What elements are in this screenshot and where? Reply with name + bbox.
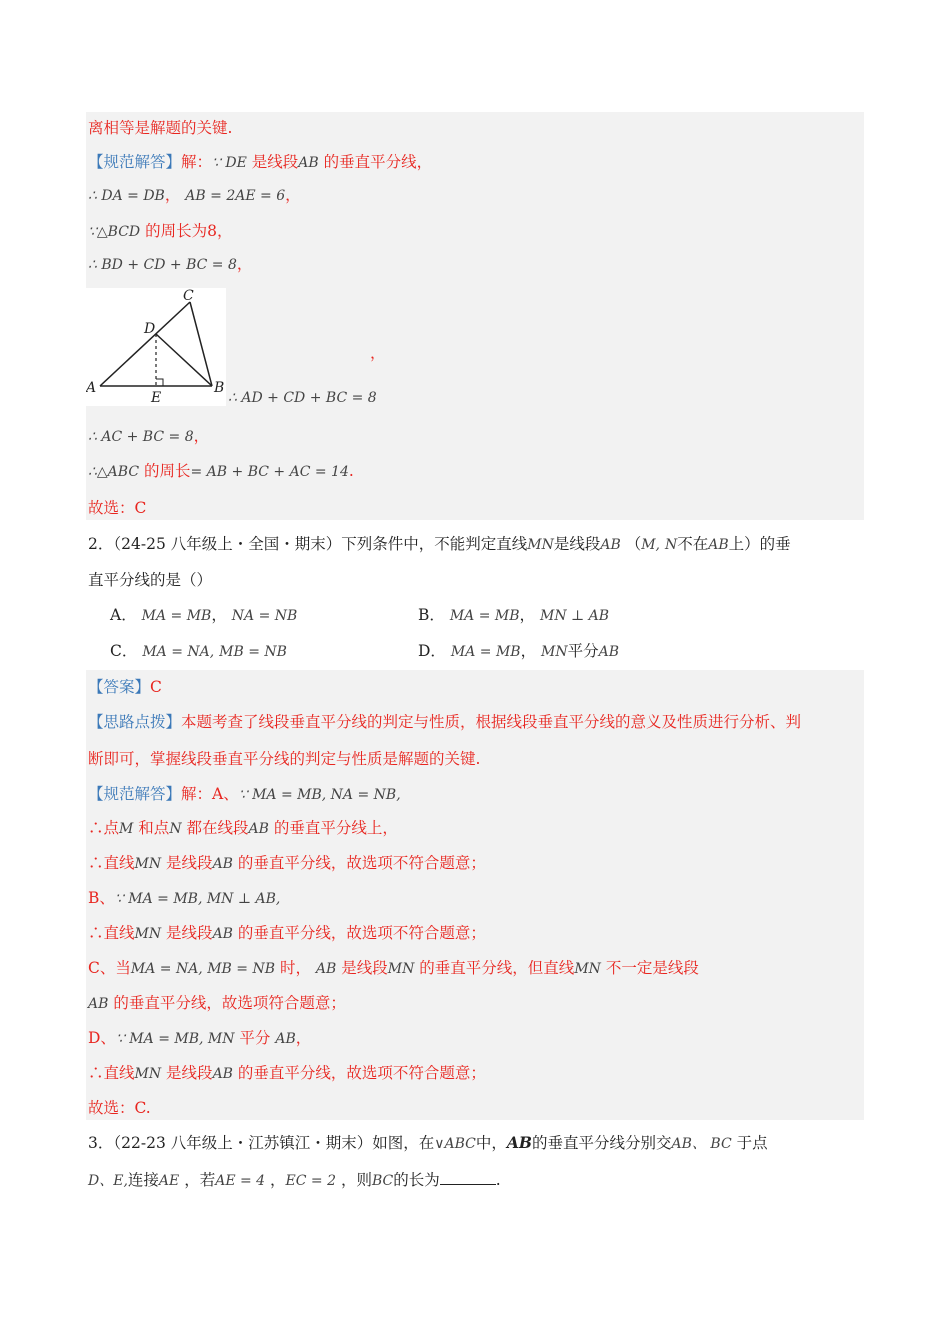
text: ， (211, 606, 227, 624)
right-angle-mark (156, 379, 163, 386)
text: （24-25 八年级上・全国・期末）下列条件中，不能判定直线 (113, 535, 528, 553)
text: 于点 (736, 1134, 768, 1152)
math: AB = 2AE = 6 (185, 188, 286, 204)
solution-line-7 (88, 460, 354, 483)
solution-line-6 (88, 957, 699, 980)
solution-line-6 (88, 425, 209, 448)
math: ∵△BCD (88, 224, 141, 240)
solution-line-1 (88, 151, 432, 174)
hint-line-1 (88, 711, 801, 733)
math: AB (212, 926, 233, 942)
text: 和点 (138, 819, 170, 837)
math: MA = NA, MB = NB (130, 961, 276, 977)
math: MA = MB (449, 608, 520, 624)
question-2-line-2: 直平分线的是（） (88, 571, 213, 589)
edge-AC (100, 302, 190, 386)
text: 不在 (677, 535, 709, 553)
math: M (119, 821, 134, 837)
math: MN (134, 926, 162, 942)
math: ∨ABC (434, 1136, 476, 1152)
text: 的垂直平分线，故选项符合题意； (113, 994, 346, 1012)
text: 的周长 (143, 462, 191, 480)
option-c[interactable] (110, 640, 287, 663)
math: ∵ MA = MB, MN (115, 1031, 235, 1047)
label-D: D (144, 321, 156, 337)
text: ，若 (184, 1171, 216, 1189)
triangle-figure (86, 288, 226, 406)
option-d[interactable] (418, 640, 619, 663)
question-3-line-2 (88, 1169, 501, 1192)
math: AB (600, 537, 621, 553)
text: 的垂直平分线，故选项不符合题意； (237, 854, 486, 872)
math: AE = 4 (215, 1173, 266, 1189)
option-label: C． (110, 642, 138, 660)
solution-line-3 (88, 220, 232, 243)
text: 的垂直平分线，但直线 (419, 959, 575, 977)
math: AE (158, 1173, 180, 1189)
solution-tag: 【规范解答】 (88, 785, 182, 803)
solution-line-8 (88, 1027, 311, 1050)
text: 是线段 (251, 153, 299, 171)
text: ， (285, 186, 301, 204)
math: AB、 BC (671, 1136, 732, 1152)
option-label: B． (418, 606, 445, 624)
figure-comma: ， (370, 344, 386, 362)
math: ∵ DE (212, 155, 247, 171)
text: ， (193, 427, 210, 445)
answer-line (88, 676, 162, 698)
math: AB (275, 1031, 296, 1047)
solution-line-7 (88, 992, 346, 1015)
solution-line-5 (228, 386, 377, 409)
math: AB (212, 856, 233, 872)
math: MA = NA, (142, 644, 215, 660)
text: ， (270, 1171, 286, 1189)
math: EC = 2 (285, 1173, 337, 1189)
solution-line-2 (88, 184, 301, 207)
solution-prefix: 解： (181, 153, 213, 171)
hint-tag: 【思路点拨】 (88, 713, 182, 731)
math: AB (598, 644, 620, 660)
text: 平分 (239, 1029, 271, 1047)
solution-line-4 (88, 253, 252, 276)
math: N (169, 821, 182, 837)
answer-value: C (150, 678, 162, 696)
math: MA = MB (141, 608, 212, 624)
final-answer: 故选：C. (88, 1099, 151, 1117)
math: AB (506, 1133, 533, 1152)
math: ∵ MA = MB, NA = NB, (238, 787, 401, 803)
answer-tag: 【答案】 (88, 678, 151, 696)
answer-blank[interactable] (440, 1170, 496, 1185)
math: NA = NB (231, 608, 298, 624)
math: ∴ AD + CD + BC = 8 (228, 390, 377, 406)
math: ∴ AC + BC = 8 (88, 429, 194, 445)
math: MN (134, 856, 162, 872)
math: MA = MB (450, 644, 521, 660)
option-label: D． (418, 642, 446, 660)
answer-line: 故选：C (88, 499, 147, 517)
text: 的长为 (393, 1171, 440, 1189)
text: 的周长为8， (145, 222, 233, 240)
label-A: A (86, 380, 97, 396)
text: ∴直线 (88, 1064, 135, 1082)
math: N (664, 537, 678, 553)
text: （ (625, 535, 642, 553)
label-E: E (151, 390, 162, 406)
text: 本题考查了线段垂直平分线的判定与性质，根据线段垂直平分线的意义及性质进行分析、判 (181, 713, 802, 731)
solution-line-4 (88, 887, 280, 910)
text: （22-23 八年级上・江苏镇江・期末）如图，在 (113, 1134, 435, 1152)
label-B: B (214, 380, 225, 396)
solution-line-5 (88, 922, 486, 945)
text: ， (164, 186, 181, 204)
math: MB = NB (219, 644, 287, 660)
text: 是线段 (166, 924, 213, 942)
question-number: 3． (88, 1134, 114, 1152)
text: 的垂直平分线分别交 (532, 1134, 672, 1152)
math: MN ⊥ AB (539, 608, 610, 624)
continued-text: 离相等是解题的关键. (88, 119, 233, 137)
text: 平分 (567, 642, 599, 660)
text: 是线段 (341, 959, 388, 977)
math: AB (708, 537, 729, 553)
solution-prefix: 解：A、 (181, 785, 239, 803)
text: ， (520, 642, 537, 660)
math: BC (371, 1173, 394, 1189)
text: 上）的垂 (728, 535, 791, 553)
text: 连接 (127, 1171, 159, 1189)
math: MN (134, 1066, 162, 1082)
text: 中， (475, 1134, 507, 1152)
solution-tag: 【规范解答】 (88, 153, 182, 171)
text: 的垂直平分线， (323, 153, 433, 171)
text: 都在线段 (186, 819, 249, 837)
math: MN (387, 961, 415, 977)
edge-CB (190, 302, 212, 386)
math: AB (212, 1066, 233, 1082)
math: = AB + BC + AC = 14 (190, 464, 349, 480)
text: 时， (279, 959, 311, 977)
hint-line-2: 断即可，掌握线段垂直平分线的判定与性质是解题的关键. (88, 750, 481, 768)
text: 的垂直平分线上， (273, 819, 398, 837)
question-number: 2． (88, 535, 114, 553)
option-label: A． (110, 606, 137, 624)
text: ∴直线 (88, 924, 135, 942)
option-a[interactable] (110, 604, 297, 627)
solution-line-9 (88, 1062, 486, 1085)
text: ， (295, 1029, 312, 1047)
text: . (495, 1171, 501, 1189)
label-C: C (183, 288, 194, 304)
math: MN (574, 961, 601, 977)
math: ∴ DA = DB (88, 188, 165, 204)
text: 的垂直平分线，故选项不符合题意； (237, 1064, 486, 1082)
text: ， (519, 606, 536, 624)
text: C、当 (88, 959, 131, 977)
math: ∴△ABC (88, 464, 140, 480)
text: ∴点 (88, 819, 120, 837)
math: AB (315, 961, 337, 977)
text: ， (236, 255, 253, 273)
math: ∴ BD + CD + BC = 8 (88, 257, 237, 273)
math: AB (248, 821, 269, 837)
text: 的垂直平分线，故选项不符合题意； (237, 924, 486, 942)
text: ，则 (340, 1171, 372, 1189)
option-b[interactable] (418, 604, 609, 627)
solution-line-3 (88, 852, 486, 875)
math: M, (641, 537, 661, 553)
text: 是线段 (553, 535, 601, 553)
text: B、 (88, 889, 115, 907)
math: AB (298, 155, 319, 171)
math: ∵ MA = MB, MN ⊥ AB, (114, 891, 281, 907)
triangle-diagram (86, 288, 226, 406)
text: D、 (88, 1029, 116, 1047)
question-2-line-1 (88, 533, 791, 556)
math: AB (88, 996, 109, 1012)
math: MN (541, 644, 568, 660)
text: . (348, 462, 354, 480)
text: 不一定是线段 (605, 959, 699, 977)
math: D、E, (88, 1173, 128, 1189)
edge-DB (156, 334, 212, 386)
solution-line-2 (88, 817, 398, 840)
text: 是线段 (166, 1064, 213, 1082)
math: MN (527, 537, 554, 553)
text: 是线段 (166, 854, 213, 872)
text: ∴直线 (88, 854, 135, 872)
question-3-line-1 (88, 1132, 768, 1155)
solution-line-1 (88, 783, 401, 806)
